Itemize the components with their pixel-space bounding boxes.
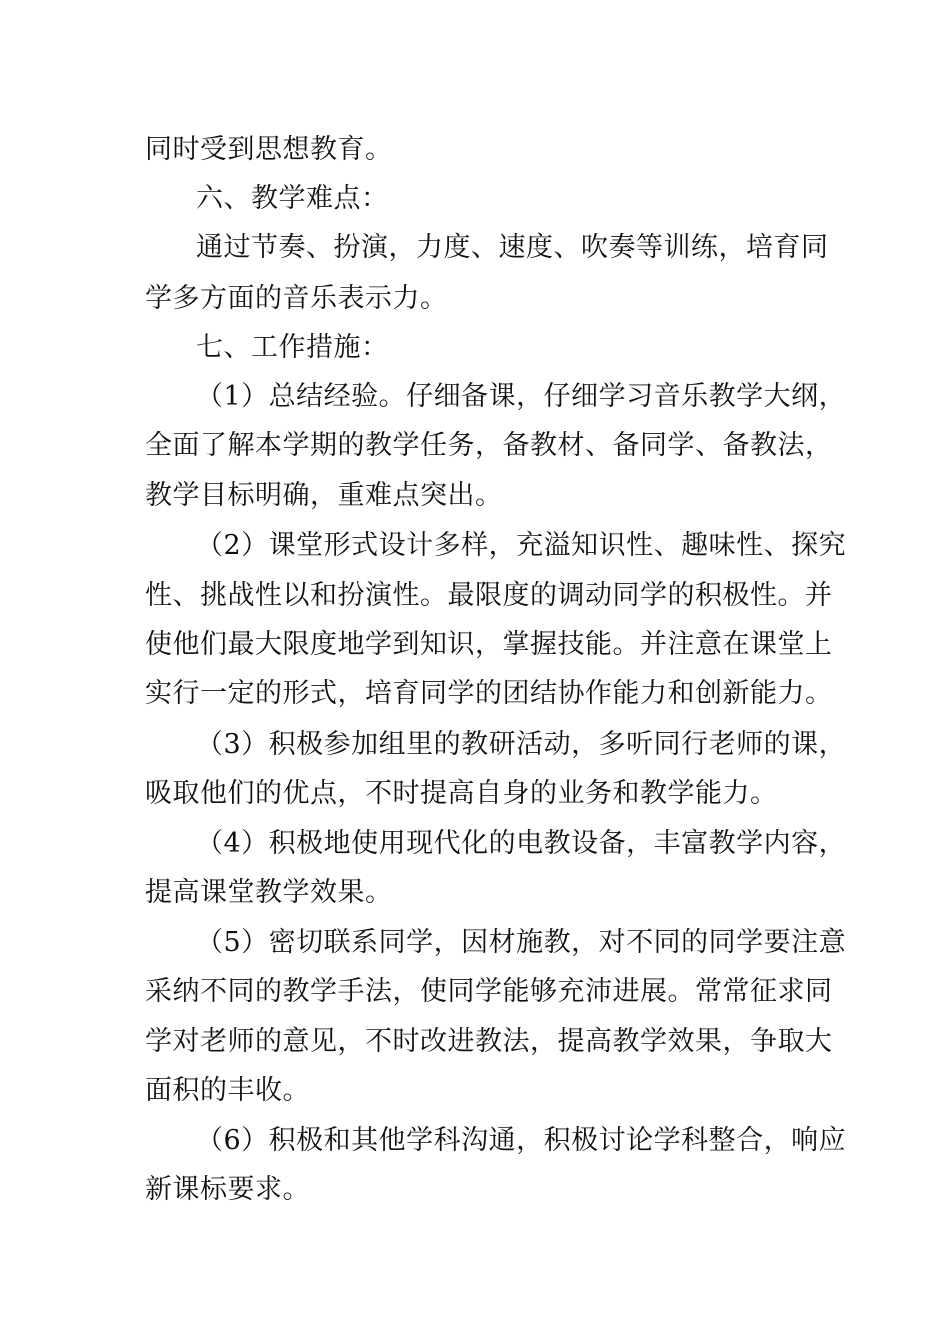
text-line: 使他们最大限度地学到知识，掌握技能。并注意在课堂上 (145, 629, 833, 660)
text-line: 学多方面的音乐表示力。 (145, 283, 448, 314)
text-line: 同时受到思想教育。 (145, 134, 393, 165)
text-line: 新课标要求。 (145, 1174, 310, 1205)
text-line: 教学目标明确，重难点突出。 (145, 480, 503, 511)
text-line: （3）积极参加组里的教研活动，多听同行老师的课， (196, 729, 847, 760)
text-line: 全面了解本学期的教学任务，备教材、备同学、备教法， (145, 430, 833, 461)
text-line: 学对老师的意见，不时改进教法，提高教学效果，争取大 (145, 1026, 833, 1057)
section-heading: 六、教学难点： (196, 183, 389, 214)
section-heading: 七、工作措施： (196, 332, 389, 363)
text-line: 吸取他们的优点，不时提高自身的业务和教学能力。 (145, 778, 778, 809)
text-line: （4）积极地使用现代化的电教设备，丰富教学内容， (196, 828, 847, 859)
text-line: （5）密切联系同学，因材施教，对不同的同学要注意 (196, 927, 847, 958)
text-line: （6）积极和其他学科沟通，积极讨论学科整合，响应 (196, 1125, 847, 1156)
text-line: 性、挑战性以和扮演性。最限度的调动同学的积极性。并 (145, 580, 833, 611)
text-line: 实行一定的形式，培育同学的团结协作能力和创新能力。 (145, 678, 833, 709)
text-line: （1）总结经验。仔细备课，仔细学习音乐教学大纲， (196, 381, 847, 412)
text-line: 采纳不同的教学手法，使同学能够充沛进展。常常征求同 (145, 976, 833, 1007)
text-line: （2）课堂形式设计多样，充溢知识性、趣味性、探究 (196, 530, 847, 561)
text-line: 提高课堂教学效果。 (145, 877, 393, 908)
text-line: 面积的丰收。 (145, 1075, 310, 1106)
text-line: 通过节奏、扮演，力度、速度、吹奏等训练，培育同 (196, 232, 829, 263)
